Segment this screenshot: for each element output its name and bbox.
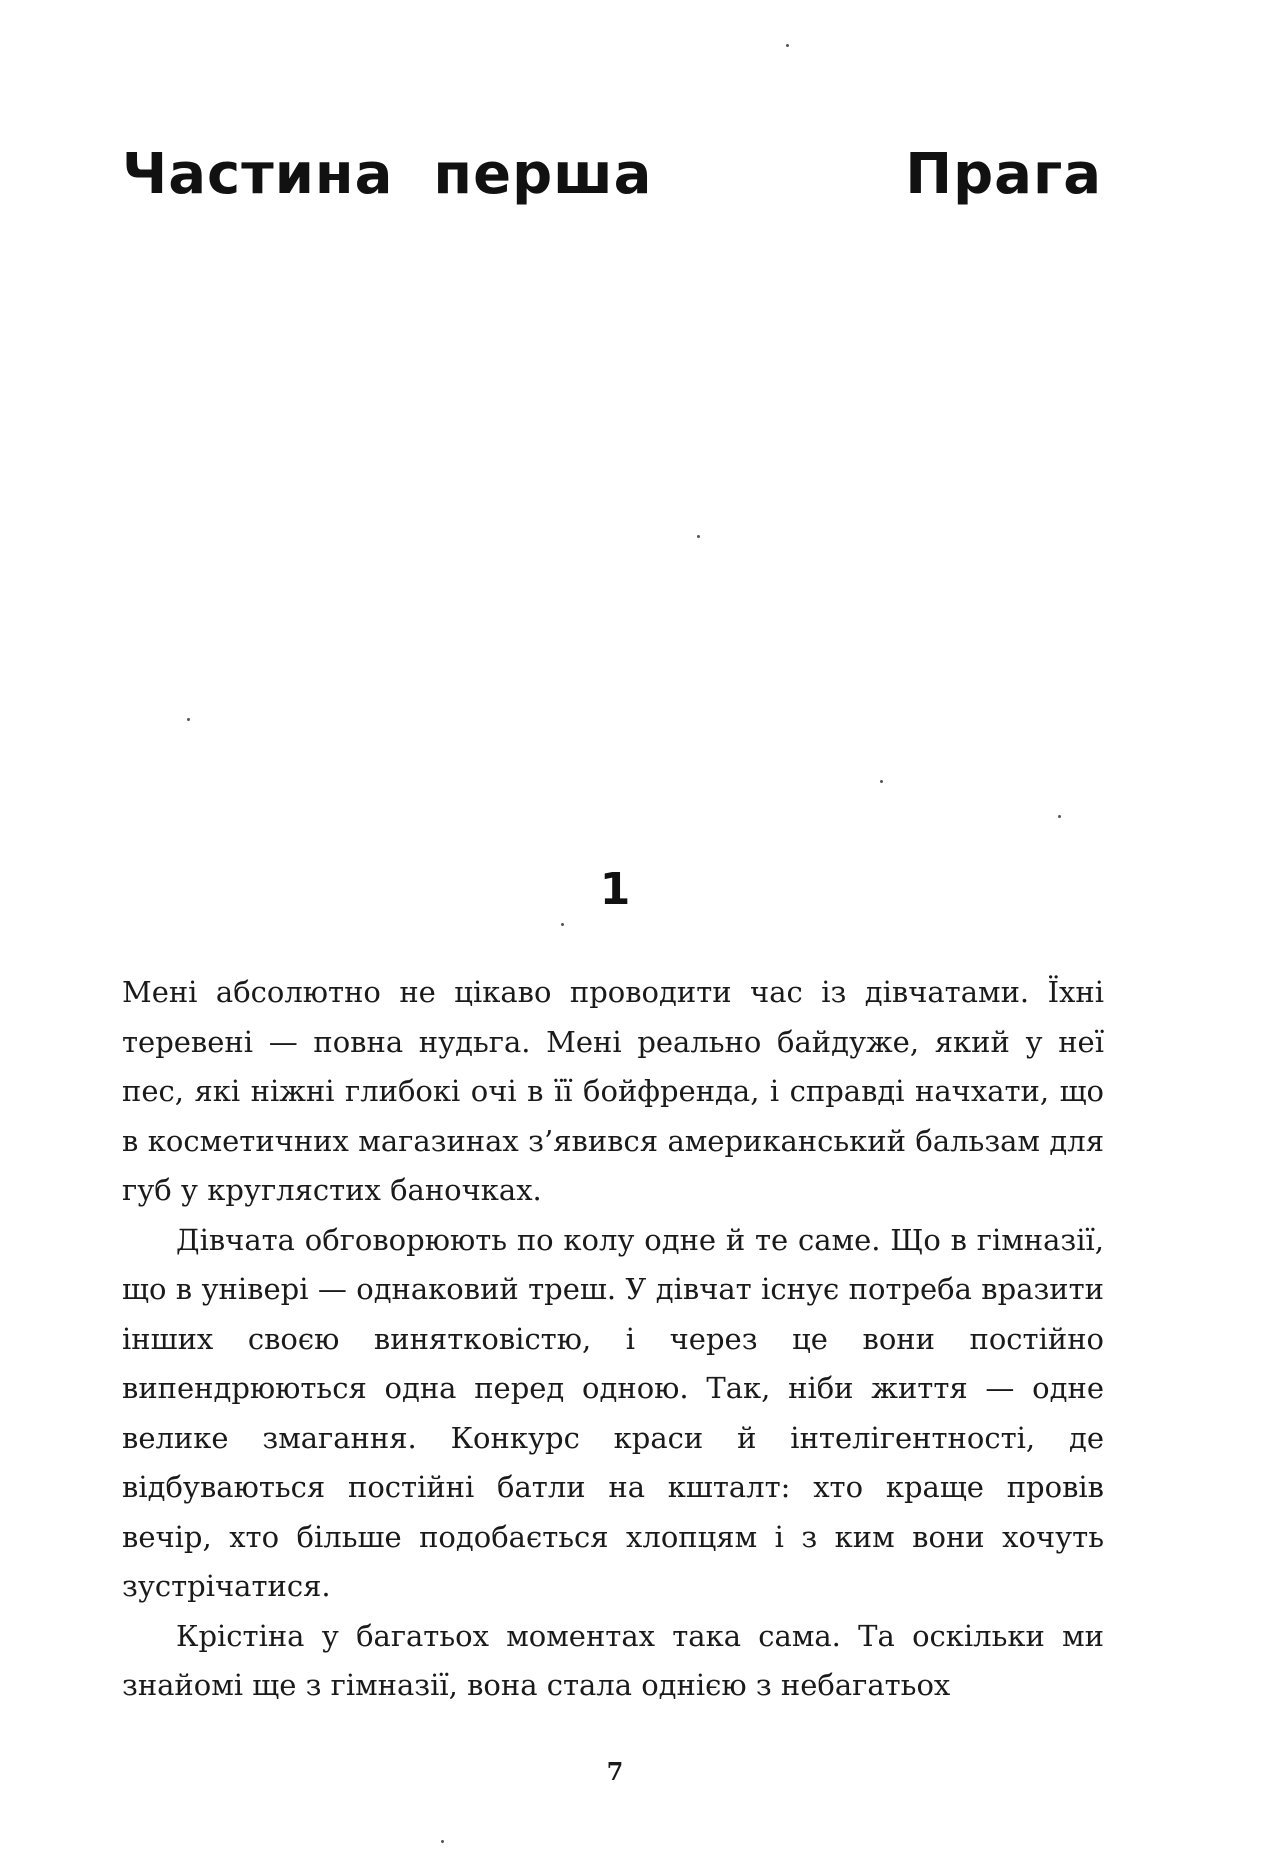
part-name: Прага [905,142,1102,207]
scan-speck [561,923,564,926]
scan-speck [441,1840,444,1843]
scan-speck [187,718,190,721]
scan-speck [697,535,700,538]
paragraph: Крістіна у багатьох моментах така сама. Та оскільки ми знайомі ще з гімназії, вона стала однією з небагатьох [122,1618,1104,1702]
scan-speck [786,44,789,47]
paragraph: Дівчата обговорюють по колу одне й те саме. Що в гімназії, що в універі — однаковий треш. У дівчат існує потреба вразити інших своєю винятковістю, і через це вони постійно випендрюються одна перед одною. Так, ніби життя — одне велике змагання. Конкурс краси й інтелігентності, де відбуваються постійні батли на кшталт: хто краще провів вечір, хто більше подобається хлопцям і з ким вони хочуть зустрічатися. [122,1222,1104,1603]
chapter-number: 1 [599,864,631,915]
chapter-body [122,968,1104,1711]
part-label-word2: перша [433,142,653,207]
part-label-word1: Частина [122,142,394,207]
scan-speck [880,780,883,783]
part-label [122,140,652,210]
paragraph: Мені абсолютно не цікаво проводити час із дівчатами. Їхні теревені — повна нудьга. Мені реально байдуже, який у неї пес, які ніжні глибокі очі в її бойфренда, і справді начхати, що в косметичних магазинах з’явився американський бальзам для губ у круглястих баночках. [122,975,1104,1207]
scan-speck [1058,815,1061,818]
page-number: 7 [606,1757,624,1786]
